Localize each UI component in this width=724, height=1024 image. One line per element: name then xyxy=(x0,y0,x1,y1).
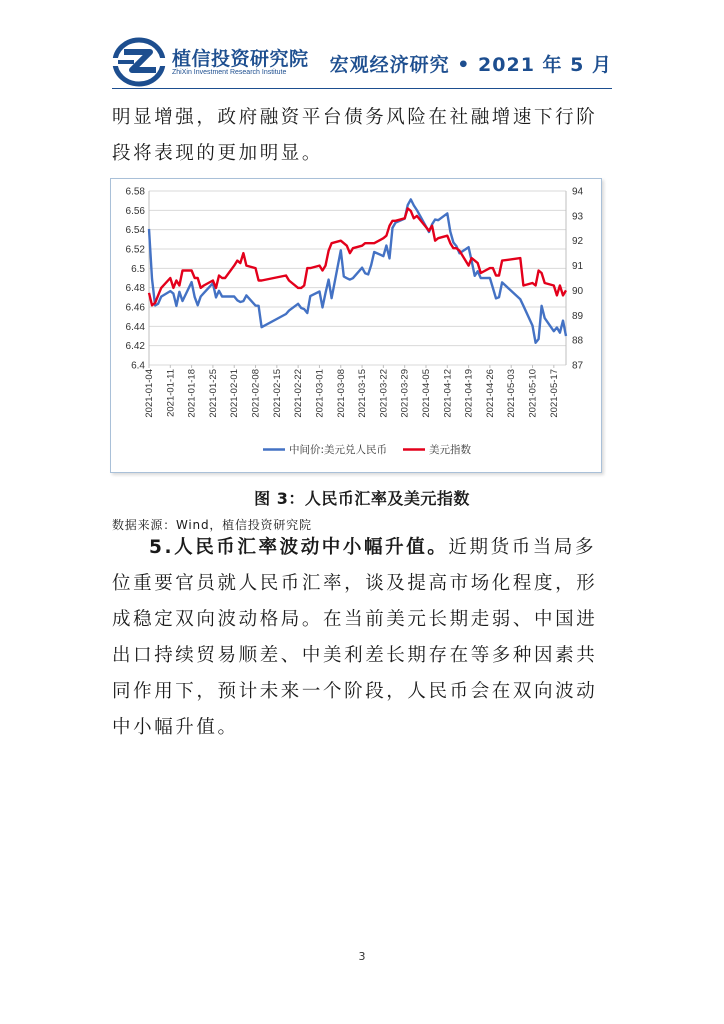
section-text: 近期货币当局多位重要官员就人民币汇率，谈及提高市场化程度，形成稳定双向波动格局。在当前美元长期走弱、中国进出口持续贸易顺差、中美利差长期存在等多种因素共同作用下，预计未来一个阶段，人民币会在双向波动中小幅升值。 xyxy=(112,537,598,738)
body-paragraph: 明显增强，政府融资平台债务风险在社融增速下行阶段将表现的更加明显。 xyxy=(112,107,598,164)
x-tick-label: 2021-05-10 xyxy=(527,369,539,418)
x-tick-label: 2021-02-01 xyxy=(229,369,241,418)
x-tick-label: 2021-03-15 xyxy=(357,369,369,418)
x-tick-label: 2021-01-04 xyxy=(144,369,155,418)
x-tick-label: 2021-03-01 xyxy=(314,369,326,418)
x-tick-label: 2021-04-26 xyxy=(484,369,496,418)
x-tick-label: 2021-01-18 xyxy=(186,369,198,418)
y-right-tick-label: 93 xyxy=(572,211,584,223)
y-right-tick-label: 87 xyxy=(572,360,584,372)
x-tick-label: 2021-04-19 xyxy=(463,369,475,418)
legend-label: 中间价:美元兑人民币 xyxy=(289,444,388,456)
line-chart xyxy=(111,179,601,472)
y-left-tick-label: 6.44 xyxy=(125,321,145,333)
x-tick-label: 2021-01-25 xyxy=(207,369,219,418)
y-left-tick-label: 6.46 xyxy=(125,302,145,314)
y-left-tick-label: 6.56 xyxy=(125,205,145,217)
series-line-cny xyxy=(149,199,566,342)
x-tick-label: 2021-01-11 xyxy=(165,369,177,417)
x-tick-label: 2021-03-22 xyxy=(378,369,390,418)
y-left-tick-label: 6.5 xyxy=(131,263,145,275)
institute-name-cn: 植信投资研究院 xyxy=(172,48,309,70)
x-tick-label: 2021-02-08 xyxy=(250,369,262,418)
report-series-title: 宏观经济研究 • 2021 年 5 月 xyxy=(329,54,612,76)
section-heading: 5.人民币汇率波动中小幅升值。 xyxy=(149,537,449,558)
y-right-tick-label: 94 xyxy=(572,186,584,198)
y-right-tick-label: 91 xyxy=(572,261,584,273)
y-left-tick-label: 6.48 xyxy=(125,283,145,295)
y-right-tick-label: 92 xyxy=(572,236,584,248)
page-number: 3 xyxy=(358,950,366,963)
legend-label: 美元指数 xyxy=(429,444,471,456)
data-source-note: 数据来源：Wind，植信投资研究院 xyxy=(112,518,312,532)
x-tick-label: 2021-05-03 xyxy=(506,369,518,418)
y-left-tick-label: 6.54 xyxy=(125,225,145,237)
y-right-tick-label: 89 xyxy=(572,310,584,322)
x-tick-label: 2021-02-22 xyxy=(293,369,305,418)
series-line-dxy xyxy=(149,208,566,305)
institute-name-en: ZhiXin Investment Research Institute xyxy=(172,69,287,76)
y-left-tick-label: 6.52 xyxy=(125,244,145,256)
x-tick-label: 2021-02-15 xyxy=(271,369,283,418)
y-left-tick-label: 6.4 xyxy=(131,360,145,372)
page-header xyxy=(112,36,612,88)
body-paragraph xyxy=(112,530,612,746)
header-divider xyxy=(112,88,612,89)
x-tick-label: 2021-04-12 xyxy=(442,369,454,418)
x-tick-label: 2021-03-08 xyxy=(335,369,347,418)
y-left-tick-label: 6.58 xyxy=(125,186,145,198)
y-right-tick-label: 88 xyxy=(572,335,584,347)
x-tick-label: 2021-04-05 xyxy=(420,369,432,418)
x-tick-label: 2021-05-17 xyxy=(548,369,560,418)
institute-logo-icon xyxy=(112,36,166,88)
figure-caption: 图 3：人民币汇率及美元指数 xyxy=(254,489,470,508)
chart-figure xyxy=(110,178,602,473)
y-left-tick-label: 6.42 xyxy=(125,341,145,353)
x-tick-label: 2021-03-29 xyxy=(399,369,411,418)
y-right-tick-label: 90 xyxy=(572,285,584,297)
